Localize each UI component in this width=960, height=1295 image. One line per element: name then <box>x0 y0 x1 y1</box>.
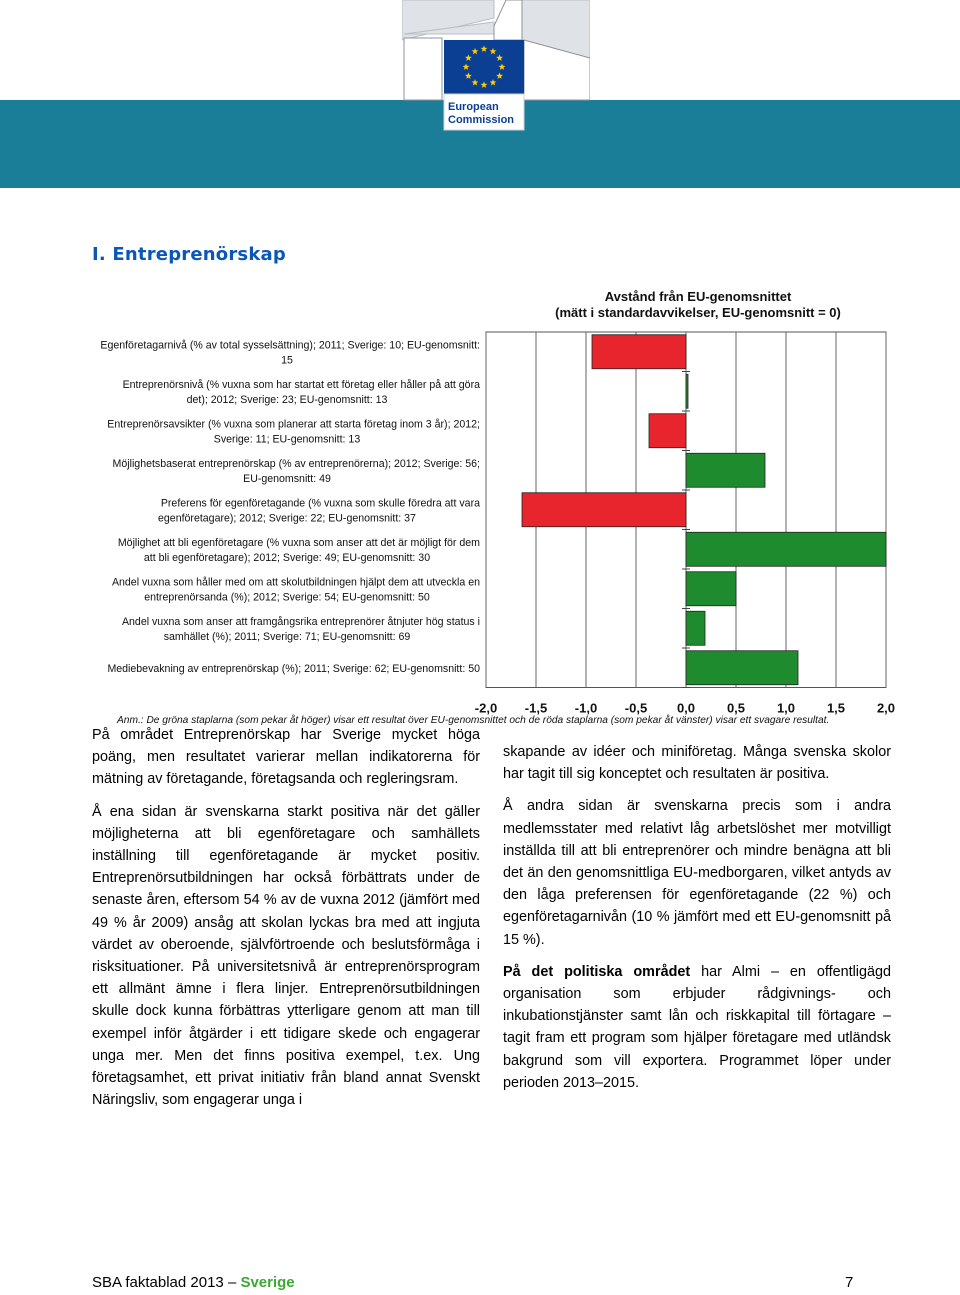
x-tick-label: 1,0 <box>776 700 796 716</box>
indicator-label: Andel vuxna som anser att framgångsrika entreprenörer åtnjuter hög status i <box>121 615 480 628</box>
paragraph: skapande av idéer och miniföretag. Många svenska skolor har tagit till sig konceptet och resultaten är positiva. <box>503 744 891 783</box>
logo-text-line2: Commission <box>448 114 515 126</box>
bar <box>592 335 686 369</box>
footer-doc-title: SBA faktablad 2013 – <box>92 1274 241 1291</box>
indicator-label: Entreprenörsavsikter (% vuxna som planerar att starta företag inom 3 år); 2012; <box>107 418 480 431</box>
european-commission-logo <box>402 0 590 138</box>
bar <box>686 651 798 685</box>
footer-doc-name <box>92 1274 295 1291</box>
bar <box>686 532 886 566</box>
bar <box>686 453 765 487</box>
chart-title: Avstånd från EU-genomsnittet <box>604 289 792 304</box>
paragraph: Å ena sidan är svenskarna starkt positiva när det gäller möjligheterna att bli egenföretagare och samhällets inställning till egenföretagande är mycket positiv. Entreprenörsutbildningen har också förbättrats under de senaste åren, eftersom 54 % av de vuxna 2012 (jämfört med 49 % år 2009) ansåg att skolan lyckas bra med att ingjuta värdet av oberoende, självförtroende och beslutsförmåga i risksituationer. På universitetsnivå är entreprenörsprogram ett allmänt ämne i flera linjer. Entreprenörsutbildningen skulle dock kunna förbättras ytterligare genom att man till exempel inför åtgärder i ett tidigare skede och engagerar unga mer. Men det finns positiva exempel, t.ex. Ung företagsamhet, ett privat initiativ från bland annat Svenskt Näringsliv, som engagerar unga i <box>92 803 480 1109</box>
logo-text-line1: European <box>448 101 499 113</box>
bar <box>686 572 736 606</box>
indicator-label: Egenföretagarnivå (% av total sysselsättning); 2011; Sverige: 10; EU-genomsnitt: <box>100 339 480 352</box>
x-tick-label: 1,5 <box>826 700 846 716</box>
indicator-label: entreprenörsanda (%); 2012; Sverige: 54; EU-genomsnitt: 50 <box>144 591 430 604</box>
paragraph: På området Entreprenörskap har Sverige mycket höga poäng, men resultatet varierar mellan indikatorerna för mätning av företagande, företagsanda och regleringsram. <box>92 727 480 788</box>
bar <box>686 611 705 645</box>
bar-chart <box>0 280 960 730</box>
indicator-chart <box>0 280 960 730</box>
x-tick-label: 0,5 <box>726 700 746 716</box>
indicator-label: Möjlighetsbaserat entreprenörskap (% av entreprenörerna); 2012; Sverige: 56; <box>112 457 480 470</box>
page-number: 7 <box>845 1274 854 1291</box>
indicator-label: EU-genomsnitt: 49 <box>243 472 331 485</box>
x-tick-label: -2,0 <box>474 700 498 716</box>
indicator-label: Andel vuxna som håller med om att skolutbildningen hjälpt dem att utveckla en <box>111 576 480 589</box>
indicator-label: Preferens för egenföretagande (% vuxna som skulle föredra att vara <box>160 497 480 510</box>
x-tick-label: -0,5 <box>624 700 648 716</box>
bar <box>522 493 686 527</box>
bar <box>686 374 688 408</box>
indicator-label: Sverige: 11; EU-genomsnitt: 13 <box>213 433 361 446</box>
indicator-label: Entreprenörsnivå (% vuxna som har startat ett företag eller håller på att göra <box>122 378 480 391</box>
right-column <box>503 741 891 1104</box>
footer-country: Sverige <box>240 1274 295 1291</box>
paragraph <box>503 961 891 1094</box>
bold-lead: På det politiska området <box>503 963 691 980</box>
x-tick-label: 0,0 <box>676 700 696 716</box>
paragraph: Å andra sidan är svenskarna precis som i andra medlemsstater med relativt låg arbetslöshet mer motvilligt inställda till att bli entreprenörer och mindre benägna att bli det än den genomsnittliga EU-medborgaren, vilket antyds av den låga preferensen för egenföretagande (22 %) och egenföretagarnivån (10 % jämfört med ett EU-genomsnitt på 15 %). <box>503 798 891 948</box>
indicator-label: Möjlighet att bli egenföretagare (% vuxna som anser att det är möjligt för dem <box>117 536 480 549</box>
chart-note: Anm.: De gröna staplarna (som pekar åt höger) visar ett resultat över EU-genomsnittet och de röda staplarna (som pekar åt vänster) visar ett svagare resultat. <box>117 715 830 726</box>
x-tick-label: -1,0 <box>574 700 598 716</box>
indicator-label: det); 2012; Sverige: 23; EU-genomsnitt: 13 <box>186 393 388 406</box>
indicator-label: att bli egenföretagare); 2012; Sverige: 49; EU-genomsnitt: 30 <box>143 551 431 564</box>
bar <box>649 414 686 448</box>
indicator-label: Mediebevakning av entreprenörskap (%); 2011; Sverige: 62; EU-genomsnitt: 50 <box>107 662 480 675</box>
paragraph-rest: har Almi – en offentligägd organisation som erbjuder rådgivnings- och inkubationstjänster samt lån och riskkapital till förtagare – tagit fram ett program som hjälper företagare med utländsk bakgrund som vill exportera. Programmet löper under perioden 2013–2015. <box>503 963 891 1091</box>
x-tick-label: 2,0 <box>876 700 896 716</box>
indicator-label: egenföretagare); 2012; Sverige: 22; EU-genomsnitt: 37 <box>158 512 416 525</box>
chart-subtitle: (mätt i standardavvikelser, EU-genomsnitt = 0) <box>555 305 841 320</box>
section-title: I. Entreprenörskap <box>92 244 286 265</box>
left-column <box>92 724 480 1121</box>
indicator-label: 15 <box>281 354 293 367</box>
indicator-label: samhället (%); 2011; Sverige: 71; EU-genomsnitt: 69 <box>163 630 411 643</box>
x-tick-label: -1,5 <box>524 700 548 716</box>
